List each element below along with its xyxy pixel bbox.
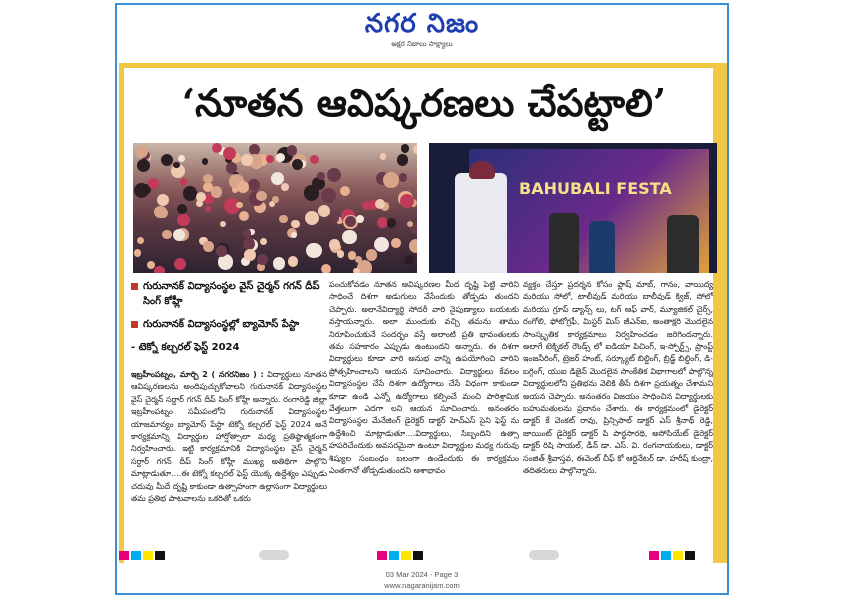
crowd-figure [205,206,212,213]
crowd-figure [260,238,267,245]
crowd-figure [327,168,341,182]
color-swatch [673,551,683,560]
audience-photo [133,143,417,273]
crowd-figure [273,257,286,270]
crowd-figure [203,241,214,252]
crowd-figure [321,188,336,203]
crowd-figure [310,155,319,164]
color-swatch [661,551,671,560]
crowd-figure [137,237,144,244]
crowd-figure [291,232,297,238]
crowd-figure [173,229,185,241]
crowd-figure [279,215,287,223]
article-column-1 [131,369,327,539]
page-footer [119,569,725,591]
yellow-top-bar [119,63,713,68]
crowd-figure [329,239,339,249]
crowd-figure [196,192,206,202]
crowd-figure [321,264,331,273]
yellow-left-bar [119,63,124,563]
crowd-figure [397,154,408,165]
guest-figure-1 [549,213,579,273]
color-swatch [401,551,411,560]
color-swatches-center [377,551,425,560]
crowd-figure [135,145,148,158]
newspaper-tagline: అక్షర నిజాలు సాక్ష్యాలు [391,40,453,48]
color-swatch [377,551,387,560]
crowd-figure [157,194,169,206]
color-swatch [131,551,141,560]
color-swatch [685,551,695,560]
crowd-figure [391,238,401,248]
crowd-figure [404,255,415,266]
crowd-figure [305,211,319,225]
crowd-figure [409,239,417,253]
crowd-figure [342,230,356,244]
crowd-figure [353,268,359,273]
color-swatch [155,551,165,560]
crowd-figure [239,211,249,221]
crowd-figure [291,220,299,228]
crowd-figure [223,147,236,160]
color-swatch [119,551,129,560]
crowd-figure [318,205,330,217]
speaker-figure [455,173,507,273]
crowd-figure [220,221,226,227]
crowd-figure [413,145,417,154]
crowd-figure [134,249,142,257]
bullet-square-icon [131,321,138,328]
crowd-figure [306,243,321,258]
crowd-figure [211,186,222,197]
crowd-figure [401,144,410,153]
crowd-figure [288,256,299,267]
article-column-2: పంచుకోవడం నూతన ఆవిష్కరణల మీద దృష్టి పెట్టి వారిని సాధించే దిశగా అడుగులు వేసేందుకు తోడ్పడు తుందని చెప్పారు. అలానేవిద్యార్థి సోదరీ వారి నైపుణ్యాలు బయటకు వస్తాయన్నారు. అలా ముందుకు వచ్చి తమను తాము నిరూపించుకునే సందర్భం వస్తే అలాంటి ప్రతి భావంతులకు తమ సహకారం ఎప్పుడు ఉంటుందని అన్నారు. ఈ దిశగా విద్యార్థులు కూడా వారి అనుభ వాన్ని ఉపయోగించి వారిని ప్రోత్సహించాలని ఆయన సూచించారు. విద్యార్థులు కేవలం విద్యాసంస్థల చేసే దిశగా ఉద్యోగాలు చేసే విధంగా కాకుండా కూడా ఉండి ఎన్నో ఉద్యోగాలు కల్పించే మంచి పారిశ్రామిక వేత్తలుగా ఎదగా లని ఆయన సూచించారు. అనంతరం విద్యాసంస్థల మేనేజింగ్ డైరెక్టర్ డాక్టర్ హెచ్ఎస్ సైని ఫెస్ట్ ను ఉద్దేశించి మాట్లాడుతూ....విద్యార్థులు, సిబ్బందిని ఉత్సా హపరిచేందుకు అవసరమైనా ఉంటూ విద్యార్థుల మధ్య గురువు శిష్యుల సంబంధం బలంగా ఉండేందుకు ఈ కార్యక్రమం ఎంతగానో తోడ్పడుతుందని ఆశాభావం [329,280,519,476]
crowd-figure [134,183,149,198]
crowd-figure [177,214,190,227]
crowd-figure [174,258,186,270]
stage-photo [429,143,717,273]
crowd-figure [272,196,279,203]
color-swatch [143,551,153,560]
crowd-figure [177,204,188,215]
crowd-figure [337,250,344,257]
yellow-right-bar [713,63,727,563]
crowd-figure [287,145,297,155]
newspaper-logo: నగర నిజం [364,9,480,39]
crowd-figure [244,249,256,261]
crowd-figure [203,174,213,184]
crowd-figure [161,154,173,166]
masthead [119,9,725,59]
crowd-figure [399,173,407,181]
footer-url[interactable]: www.nagaranijam.com [384,581,460,590]
bullet-item: గురునానక్ విద్యాసంస్థల్లో బ్యామోస్ పేస్టా [131,317,321,332]
color-swatches-right [649,551,697,560]
crowd-figure [137,159,150,172]
registration-pill-right [529,550,559,560]
crowd-figure [202,158,208,164]
registration-pill-left [259,550,289,560]
crowd-figure [383,172,399,188]
footer-date-page: 03 Mar 2024 - Page 3 [385,570,459,579]
crowd-figure [243,229,251,237]
crowd-figure [203,182,213,192]
speaker-turban [469,161,495,179]
crowd-figure [178,155,185,162]
crowd-figure [236,202,243,209]
article-column-1-text: విద్యార్థులు నూతన ఆవిష్కరణలను అందిపుచ్చుకోవాలని గురునానక్ విద్యాసంస్థల వైస్ చైర్మన్ సర్దార్ గగన్ దీప్ సింగ్ కోహ్లీ అన్నారు. రంగారెడ్డి జిల్లా ఇబ్రహీంపట్నం సమీపంలోని గురునానక్ విద్యాసంస్థల యాజమాన్యం బ్యామోస్ పేస్టా టెక్నో కల్చరల్ ఫెస్ట్ 2024 అనే కార్యక్రమాన్ని విద్యార్థుల హార్షోత్సాలా మధ్య ప్రతిష్ఠాత్మకంగా నిర్వహించారు. ఇట్టి కార్యక్రమానికి విద్యాసంస్థల వైస్ చైర్మన్ సర్దార్ గగన్ దీప్ సింగ్ కోహ్లీ ముఖ్య అతిథిగా పాల్గొని మాట్లాడుతూ....ఈ టెక్నో కల్చరల్ ఫెస్ట్ యొక్క ఉద్దేశ్యం ఎప్పుడు చదువు మీదే దృష్టి కాకుండా ఉత్సాహంగా ఉల్లాసంగా విద్యార్థులు తమ ప్రతిభ పాటవాలను ఒకరితో ఒకరు [131,370,327,504]
newspaper-page [119,7,725,591]
crowd-figure [356,215,364,223]
guest-figure-2 [589,221,615,273]
crowd-figure [237,181,249,193]
crowd-figure [248,179,260,191]
highlight-bullets [131,279,321,363]
article-column-3: వ్యక్తం చేస్తూ ప్రదర్శన కోసం ఫ్లాష్ మాబ్, గానం, వాయిద్య మరియు సోలో, టాలీవుడ్ మరియు బాలీవుడ్ క్విజ్, సోలో మరియు గ్రూప్ డ్యాన్స్ లు, టగ్ ఆఫ్ వార్, మ్యూజికల్ చైర్స్, రంగోలి, ఫోటోగ్రఫీ, మిస్టర్ మిస్ జీఎన్ఐ, అంతాక్షరి మొదలైన సాంస్కృతిక కార్యక్రమాలు నిర్వహించడం జరిగిందన్నారు. అలాగే టెక్నికల్ రౌండ్స్ లో ఐడియా పిచింగ్, ఇ-స్పోర్ట్స్, ప్రాంప్ట్ ఇంజనీరింగ్, ట్రెజర్ హంట్, సర్క్యూట్ బిల్డింగ్, బ్రిడ్జ్ బిల్డింగ్, డి-బగ్గింగ్, యుఐ డిజైన్ మొదలైన సాంకేతిక విభాగాలలో పాల్గొన్న విద్యార్థులలోని ప్రతిభను వెలికి తీసే దిశగా ప్రయత్నం చేశామని అయన చెప్పారు. అనంతరం విజయం సాధించిన విద్యార్థులకు బహుమతులను ప్రదానం చేశారు. ఈ కార్యక్రమంలో డైరెక్టర్ డాక్టర్ కే వెంకట్ రావు, ప్రిన్సిపాల్ డాక్టర్ ఎస్ శ్రీనాథ్ రెడ్డి, జాయింట్ డైరెక్టర్ డాక్టర్ పి పార్థసారథి, అసోసియేట్ డైరెక్టర్ డాక్టర్ రిషి సాయల్, డీన్ డా. ఎస్. వి. రంగనాయకులు, డాక్టర్ సంజిత్ శ్రీవాస్తవ, ఈవెంట్ చీఫ్ కో ఆర్డినేటర్ డా. హరీష్ కుంద్రా, తదితరులు పాల్గొన్నారు. [523,280,713,476]
crowd-figure [362,201,371,210]
bullet-square-icon [131,283,138,290]
crowd-figure [256,191,267,202]
article-headline: ‘నూతన ఆవిష్కరణలు చేపట్టాలి’ [181,80,667,125]
crowd-figure [162,230,171,239]
bullet-item: - టెక్నో కల్చరల్ ఫెస్ట్ 2024 [131,342,240,353]
crowd-figure [148,178,159,189]
color-swatch [389,551,399,560]
crowd-figure [387,218,396,227]
crowd-figure [266,155,275,164]
crowd-figure [257,254,268,265]
color-swatch [649,551,659,560]
crowd-figure [241,154,253,166]
crowd-figure [340,186,351,197]
crowd-figure [183,186,197,200]
crowd-figure [158,208,168,218]
stage-sign: BAHUBALI FESTA [519,179,672,198]
guest-figure-3 [667,215,699,273]
crowd-figure [180,178,187,185]
crowd-figure [216,245,228,257]
crowd-figure [281,183,289,191]
crowd-figure [380,153,387,160]
newspaper-page-frame [115,3,729,595]
color-swatch [413,551,423,560]
article-dateline: ఇబ్రహీంపట్నం, మార్చి 2 ( నగరనిజం ) : [131,370,264,379]
color-swatches-left [119,551,167,560]
crowd-figure [154,266,164,273]
crowd-figure [374,237,389,252]
crowd-figure [366,249,377,260]
bullet-item: గురునానక్ విద్యాసంస్థల వైస్ చైర్మన్ గగన్ దీప్ సింగ్ కోహ్లీ [131,279,321,309]
crowd-figure [304,185,320,201]
